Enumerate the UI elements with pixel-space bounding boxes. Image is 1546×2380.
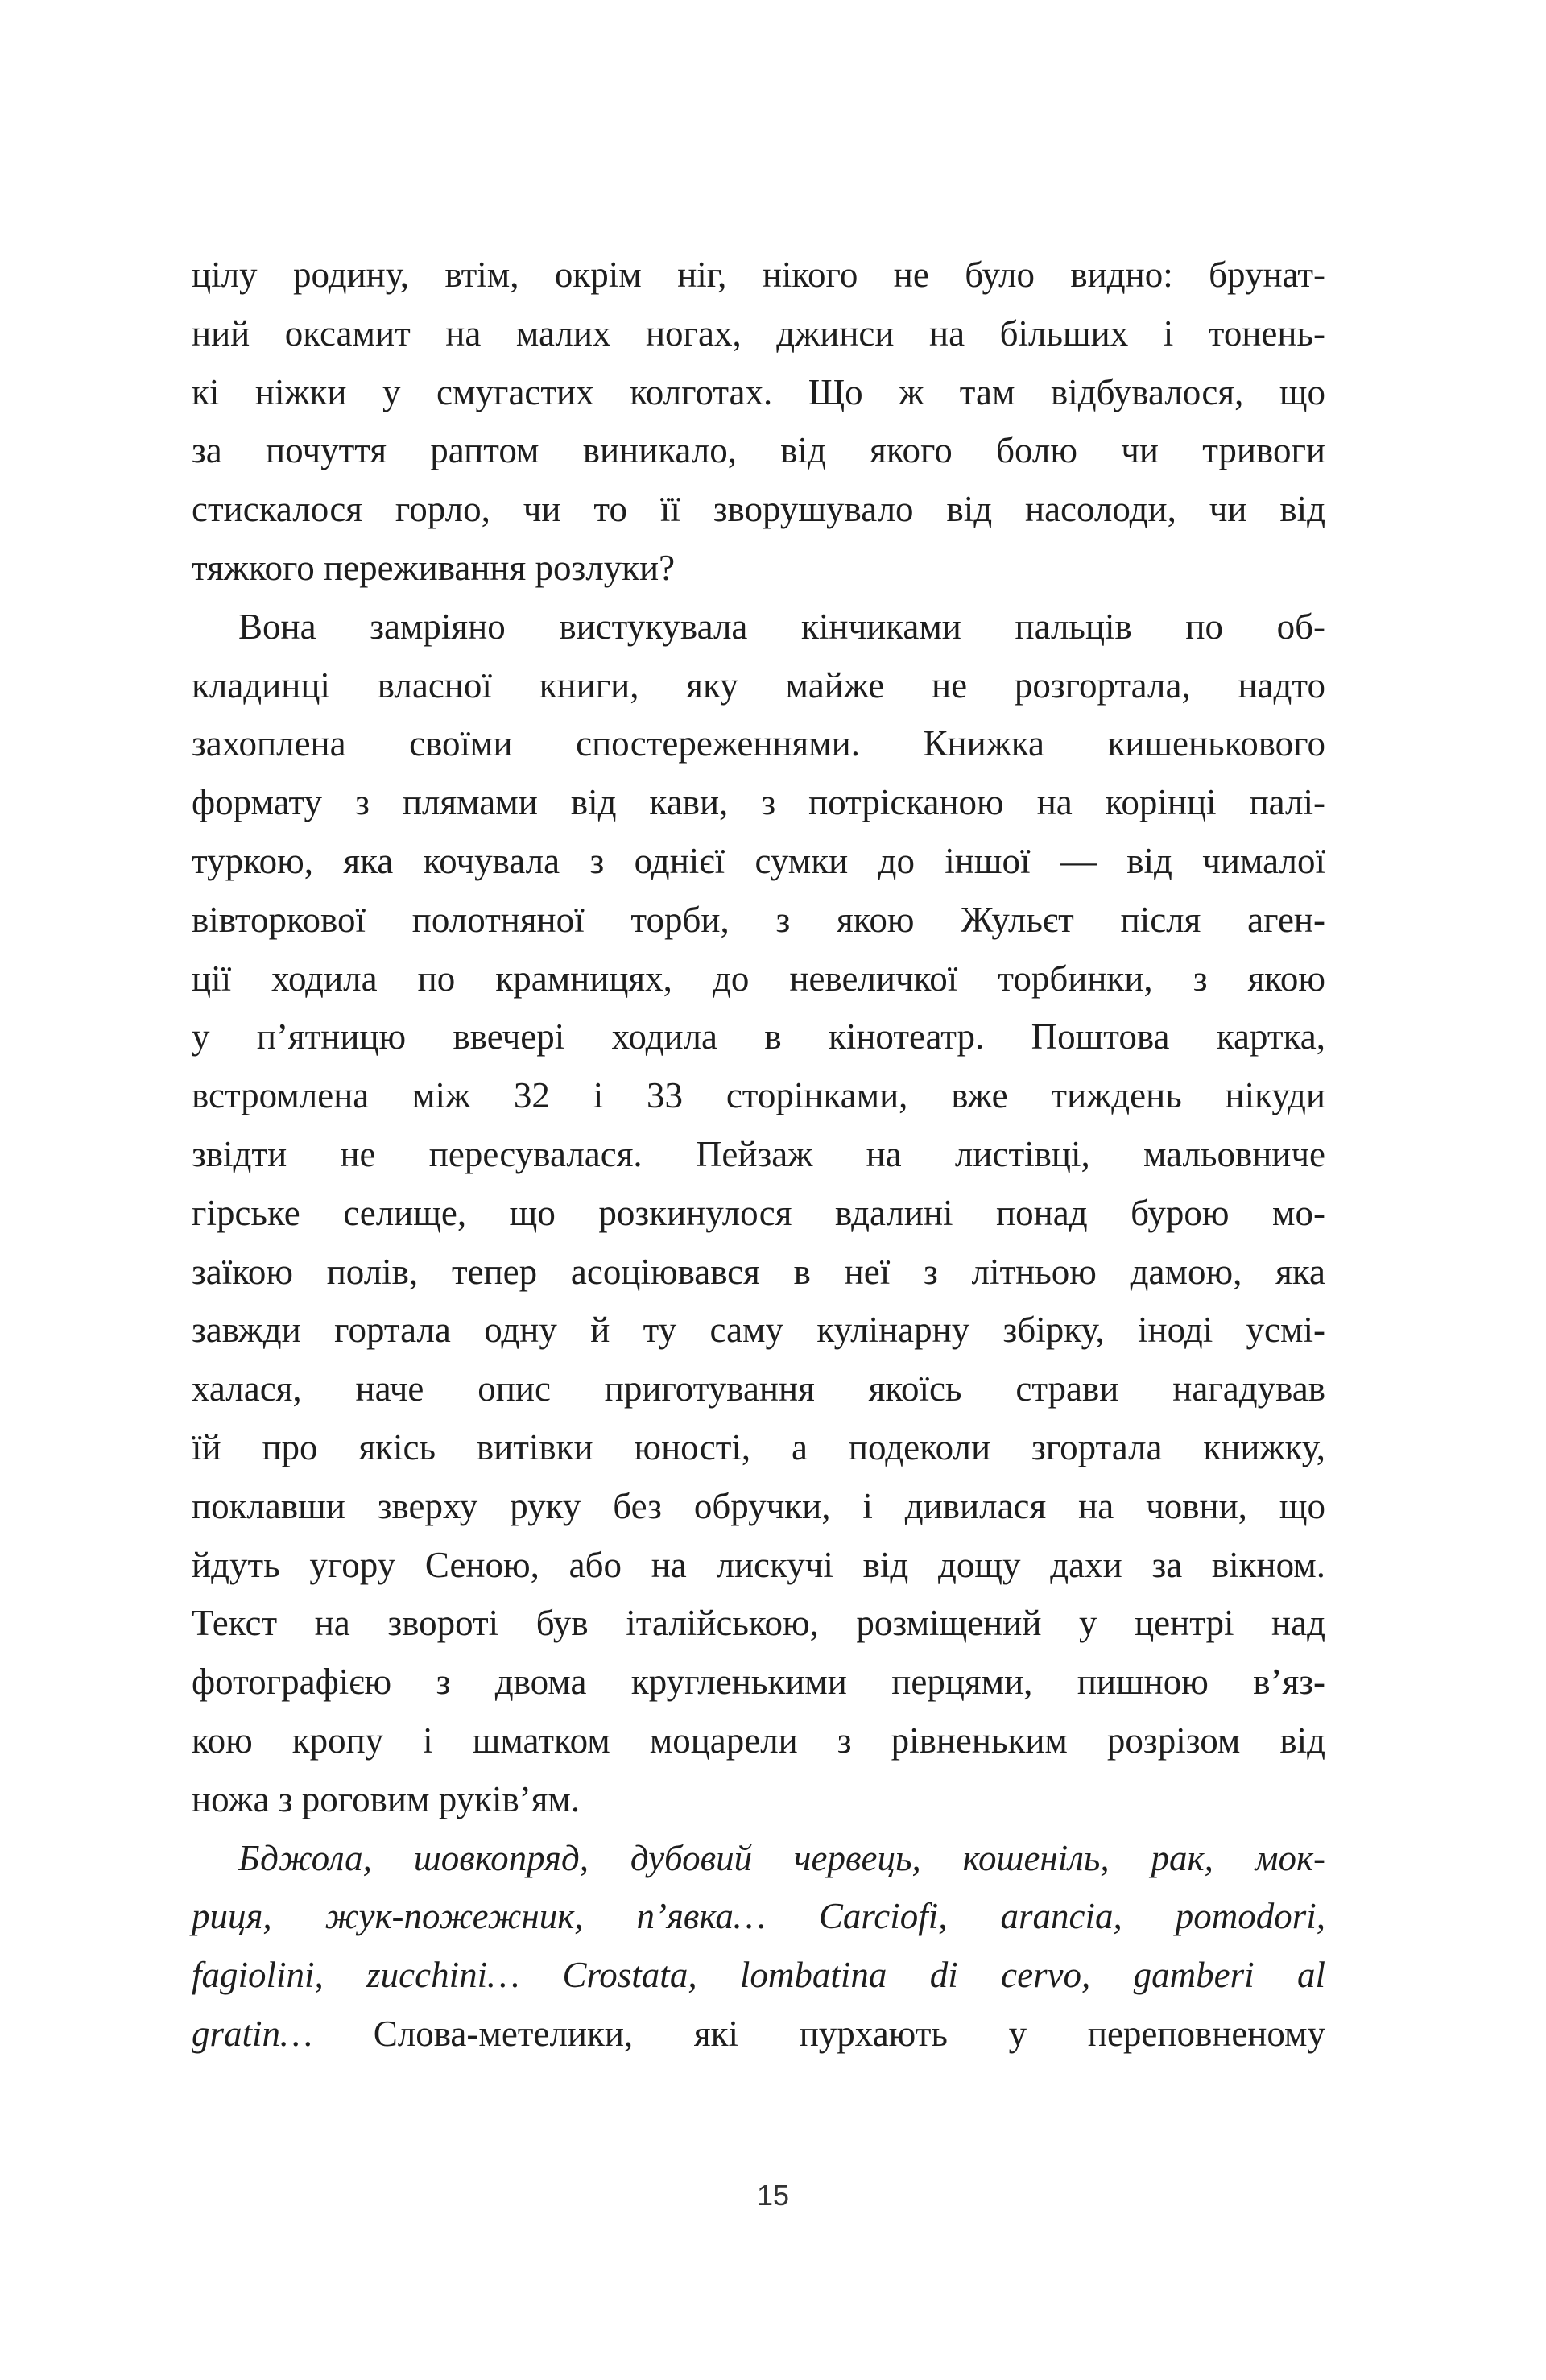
text-line: кладинці власної книги, яку майже не розгортала, надто (192, 664, 1325, 706)
text-line: кі ніжки у смугастих колготах. Що ж там відбувалося, що (192, 371, 1325, 412)
text-line: заїкою полів, тепер асоціювався в неї з літньою дамою, яка (192, 1251, 1325, 1292)
text-line (192, 2005, 1325, 2063)
text-line: кою кропу і шматком моцарели з рівненьким розрізом від (192, 1720, 1325, 1761)
text-line: fagiolini, zucchini… Crostata, lombatina di cervo, gamberi al (192, 1955, 1325, 1996)
text-line: риця, жук-пожежник, п’явка… Carciofi, arancia, pomodori, (192, 1896, 1325, 1937)
paragraph-1 (192, 246, 1325, 598)
text-line: ний оксамит на малих ногах, джинси на більших і тонень- (192, 313, 1325, 354)
text-line: у п’ятницю ввечері ходила в кінотеатр. Поштова картка, (192, 1016, 1325, 1058)
text-line: звідти не пересувалася. Пейзаж на листівці, мальовниче (192, 1133, 1325, 1174)
text-line: формату з плямами від кави, з потрісканою на корінці палі- (192, 782, 1325, 823)
text-line: Текст на звороті був італійською, розміщений у центрі над (192, 1603, 1325, 1644)
text-line: їй про якісь витівки юності, а подеколи згортала книжку, (192, 1426, 1325, 1467)
text-line: тяжкого переживання розлуки? (192, 547, 676, 588)
text-line: Вона замріяно вистукувала кінчиками пальців по об- (238, 606, 1325, 647)
text-line: цілу родину, втім, окрім ніг, нікого не було видно: брунат- (192, 255, 1325, 295)
text-line: фотографією з двома кругленькими перцями, пишною в’яз- (192, 1662, 1325, 1703)
text-line: захоплена своїми спостереженнями. Книжка кишенькового (192, 723, 1325, 764)
text-line: гірське селище, що розкинулося вдалині понад бурою мо- (192, 1192, 1325, 1233)
text-line: ножа з роговим руків’ям. (192, 1778, 581, 1819)
text-line: завжди гортала одну й ту саму кулінарну збірку, іноді усмі- (192, 1310, 1325, 1351)
text-line: ції ходила по крамницях, до невеличкої торбинки, з якою (192, 958, 1325, 999)
paragraph-3 (192, 1829, 1325, 2063)
page-number: 15 (756, 2179, 790, 2212)
text-line: йдуть угору Сеною, або на лискучі від дощу дахи за вікном. (192, 1544, 1325, 1585)
text-line: вівторкової полотняної торби, з якою Жульєт після аген- (192, 899, 1325, 940)
text-line: стискалося горло, чи то її зворушувало від насолоди, чи від (192, 489, 1325, 530)
text-line: встромлена між 32 і 33 сторінками, вже тиждень нікуди (192, 1075, 1325, 1116)
book-page-text (192, 246, 1325, 2063)
text-line: туркою, яка кочувала з однієї сумки до іншої — від чималої (192, 840, 1325, 881)
text-line: поклавши зверху руку без обручки, і дивилася на човни, що (192, 1485, 1325, 1526)
text-line: Бджола, шовкопряд, дубовий червець, кошеніль, рак, мок- (238, 1837, 1325, 1878)
italic-phrase: gratin… (192, 2013, 313, 2054)
roman-phrase: Слова-метелики, які пурхають у переповненому (312, 2013, 1325, 2054)
text-line: за почуття раптом виникало, від якого болю чи тривоги (192, 430, 1325, 471)
paragraph-2 (192, 598, 1325, 1829)
text-line: халася, наче опис приготування якоїсь страви нагадував (192, 1368, 1325, 1409)
